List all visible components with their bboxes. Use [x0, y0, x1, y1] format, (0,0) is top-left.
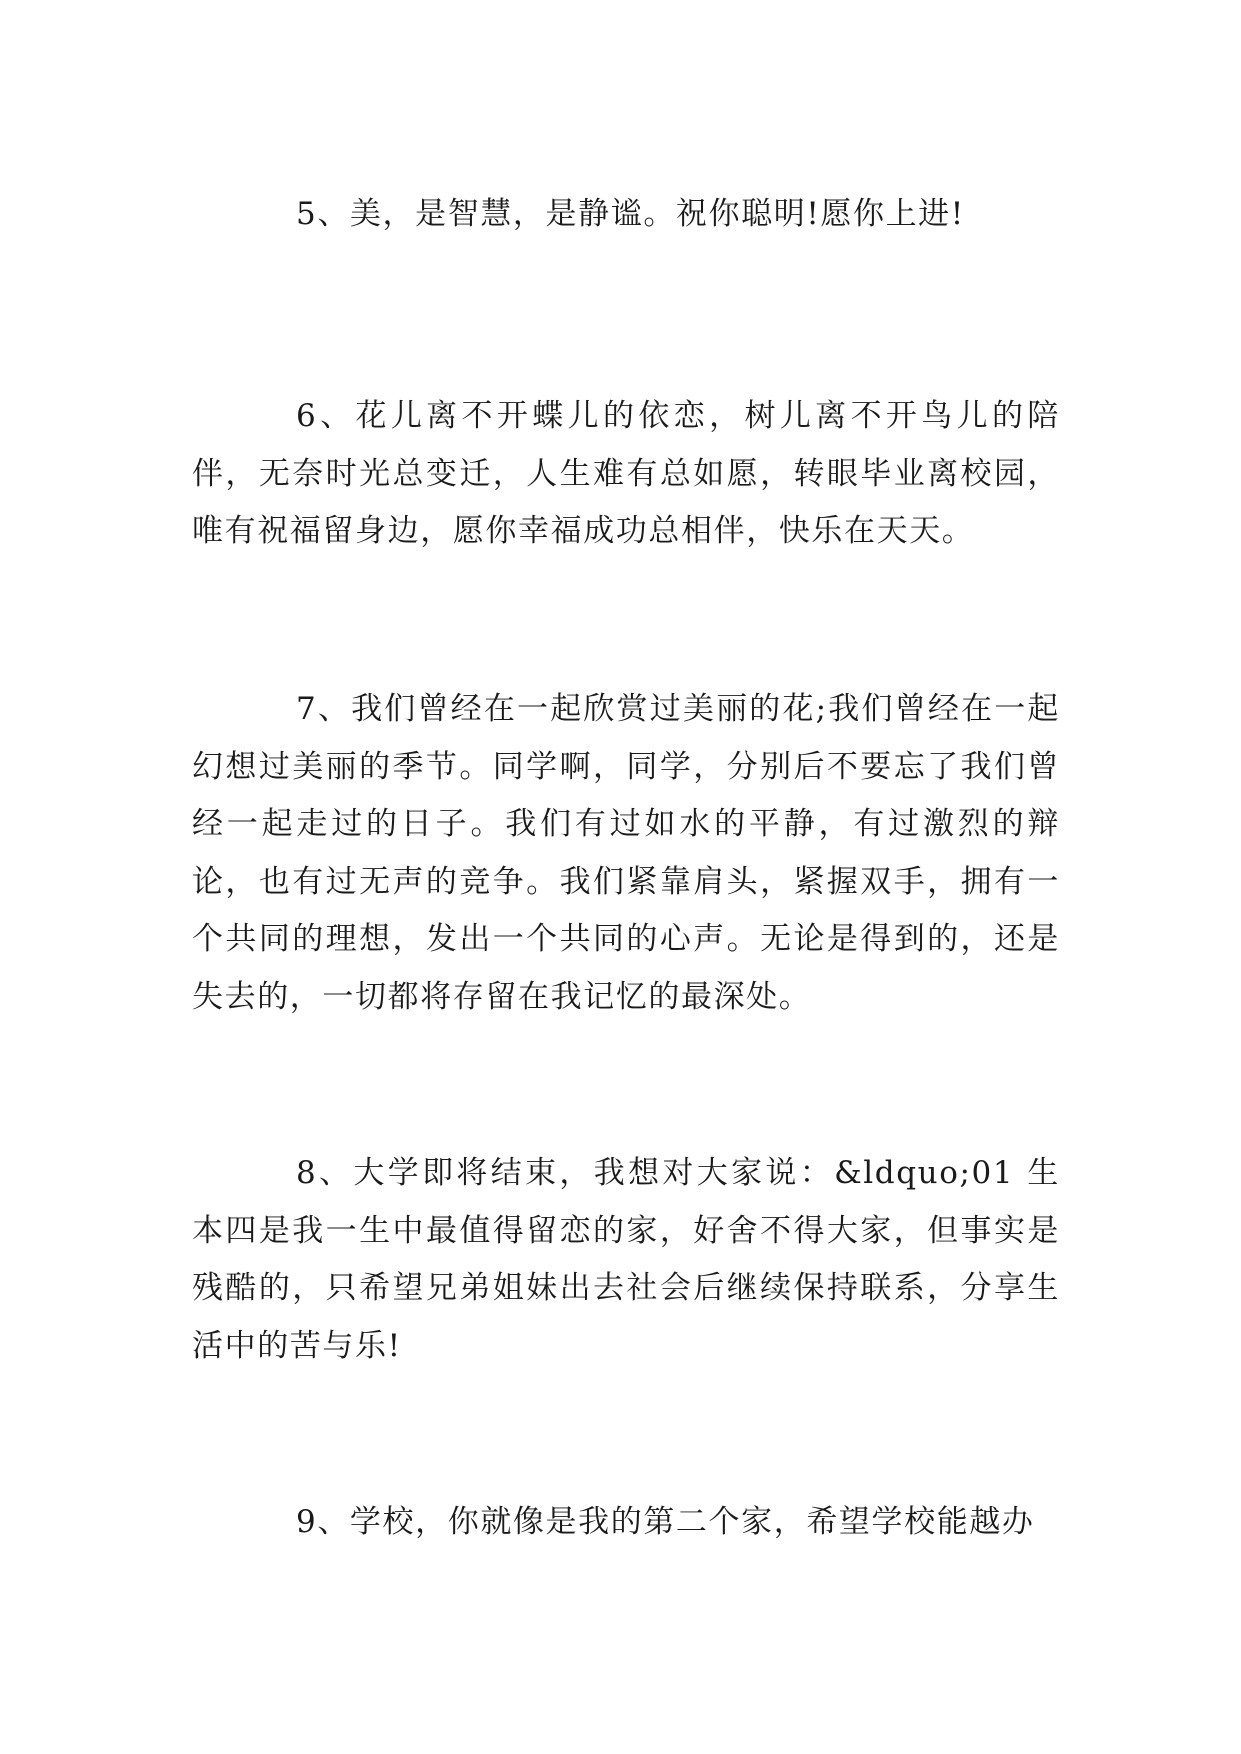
paragraph-8: 8、大学即将结束，我想对大家说：&ldquo;01 生本四是我一生中最值得留恋的家，好舍不得大家，但事实是残酷的，只希望兄弟姐妹出去社会后继续保持联系，分享生活中的苦与乐! — [192, 1155, 1060, 1364]
paragraph-5: 5、美，是智慧，是静谧。祝你聪明!愿你上进! — [296, 196, 965, 232]
paragraph-6: 6、花儿离不开蝶儿的依恋，树儿离不开鸟儿的陪伴，无奈时光总变迁，人生难有总如愿，转眼毕业离校园，唯有祝福留身边，愿你幸福成功总相伴，快乐在天天。 — [192, 398, 1060, 549]
paragraph-7: 7、我们曾经在一起欣赏过美丽的花;我们曾经在一起幻想过美丽的季节。同学啊，同学，分别后不要忘了我们曾经一起走过的日子。我们有过如水的平静，有过激烈的辩论，也有过无声的竞争。我们紧靠肩头，紧握双手，拥有一个共同的理想，发出一个共同的心声。无论是得到的，还是失去的，一切都将存留在我记忆的最深处。 — [192, 691, 1060, 1015]
paragraph-9: 9、学校，你就像是我的第二个家，希望学校能越办 — [296, 1504, 1035, 1540]
